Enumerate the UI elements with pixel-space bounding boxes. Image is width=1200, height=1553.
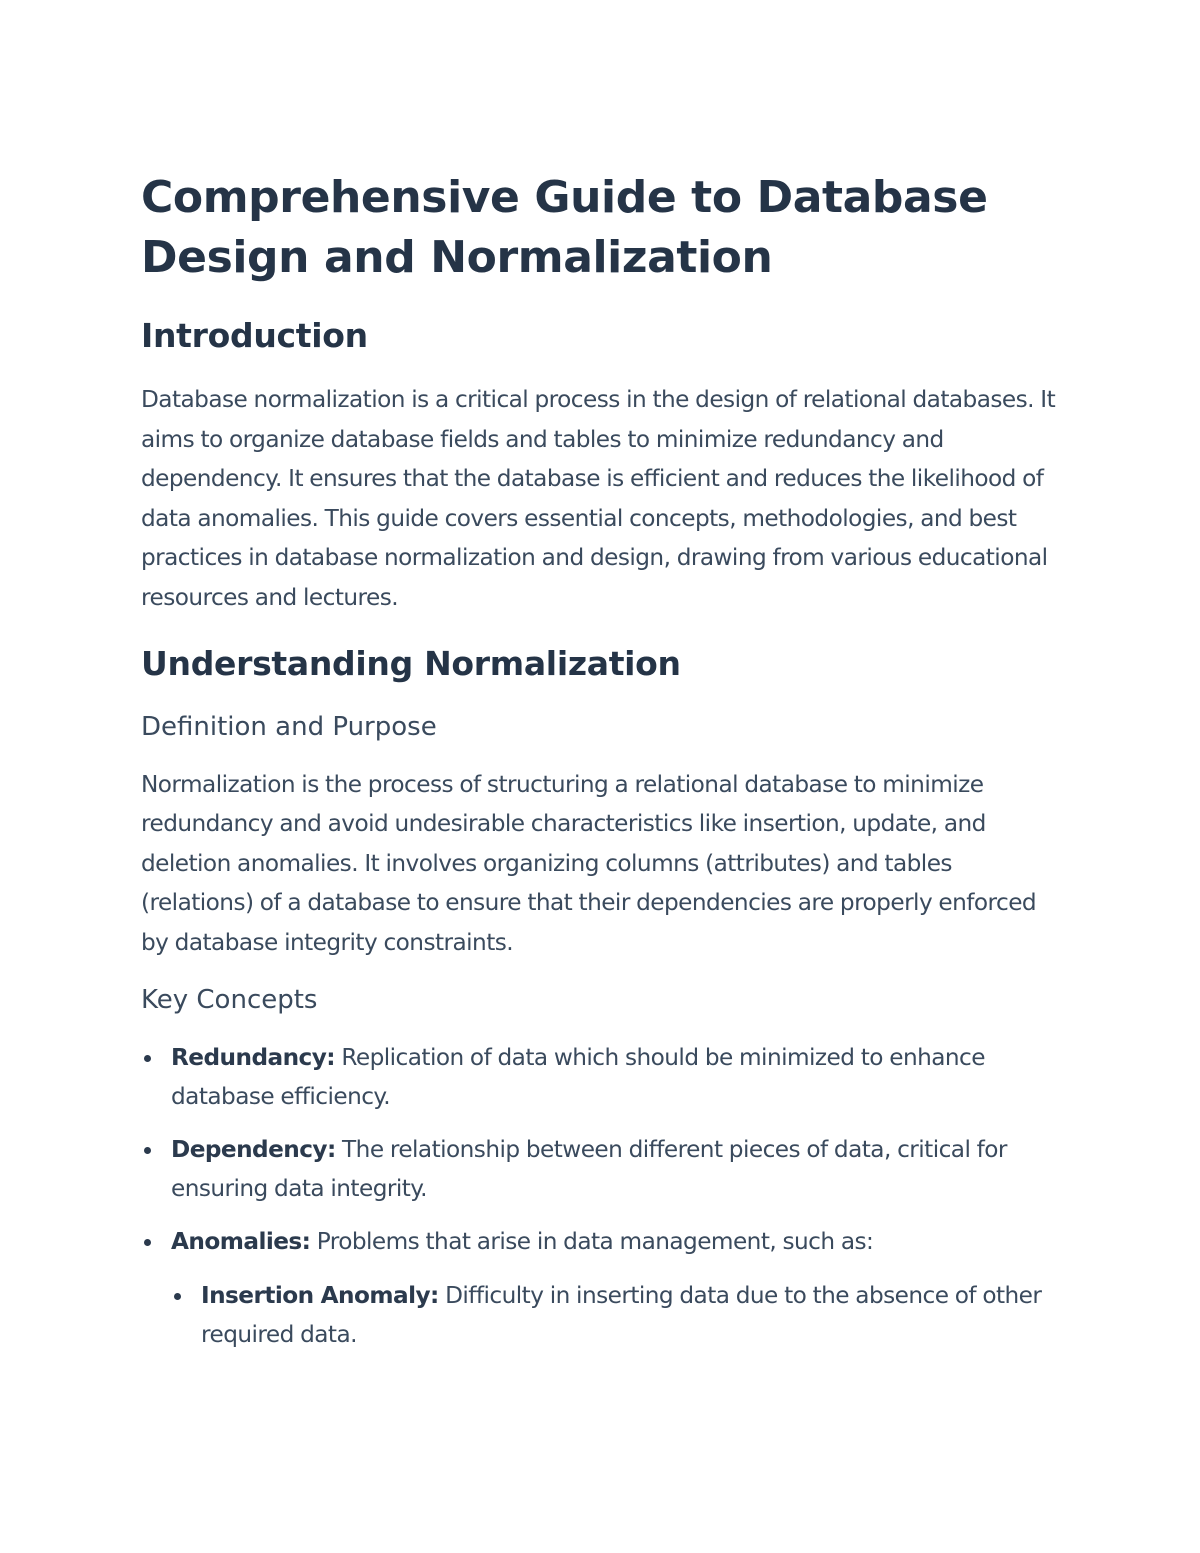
term-description: The relationship between different pieces of data, critical for ensuring data integrity. [171, 1135, 1007, 1203]
term-label: Anomalies: [171, 1227, 311, 1255]
term-description: Difficulty in inserting data due to the absence of other required data. [201, 1281, 1042, 1349]
term-description: Problems that arise in data management, such as: [310, 1227, 874, 1255]
term-label: Redundancy: [171, 1043, 336, 1071]
term-description: Replication of data which should be minimized to enhance database efficiency. [171, 1043, 985, 1111]
key-concepts-heading: Key Concepts [141, 984, 318, 1015]
term-label: Dependency: [171, 1135, 336, 1163]
list-item-dependency [141, 1130, 1061, 1209]
list-item-insertion-anomaly [171, 1276, 1061, 1355]
definition-purpose-heading: Definition and Purpose [141, 711, 437, 742]
definition-paragraph: Normalization is the process of structuring a relational database to minimize redundancy and avoid undesirable characteristics like insertion, update, and deletion anomalies. It involves organizing columns (attributes) and tables (relations) of a database to ensure that their dependencies are properly enforced by database integrity constraints. [141, 770, 1037, 956]
document-page [141, 168, 1061, 1355]
anomalies-sub-list [171, 1276, 1061, 1355]
key-concepts-list [141, 1038, 1061, 1355]
list-item-redundancy [141, 1038, 1061, 1117]
bullet-dot-icon [174, 1293, 181, 1300]
bullet-dot-icon [144, 1239, 151, 1246]
document-title: Comprehensive Guide to Database Design and Normalization [141, 172, 988, 283]
introduction-heading: Introduction [141, 316, 368, 355]
bullet-dot-icon [144, 1055, 151, 1062]
list-item-anomalies [141, 1222, 1061, 1355]
understanding-normalization-heading: Understanding Normalization [141, 643, 681, 683]
introduction-paragraph: Database normalization is a critical process in the design of relational databases. It aims to organize database fields and tables to minimize redundancy and dependency. It ensures that the database is efficient and reduces the likelihood of data anomalies. This guide covers essential concepts, methodologies, and best practices in database normalization and design, drawing from various educational resources and lectures. [141, 386, 1056, 611]
term-label: Insertion Anomaly: [201, 1281, 439, 1309]
bullet-dot-icon [144, 1147, 151, 1154]
